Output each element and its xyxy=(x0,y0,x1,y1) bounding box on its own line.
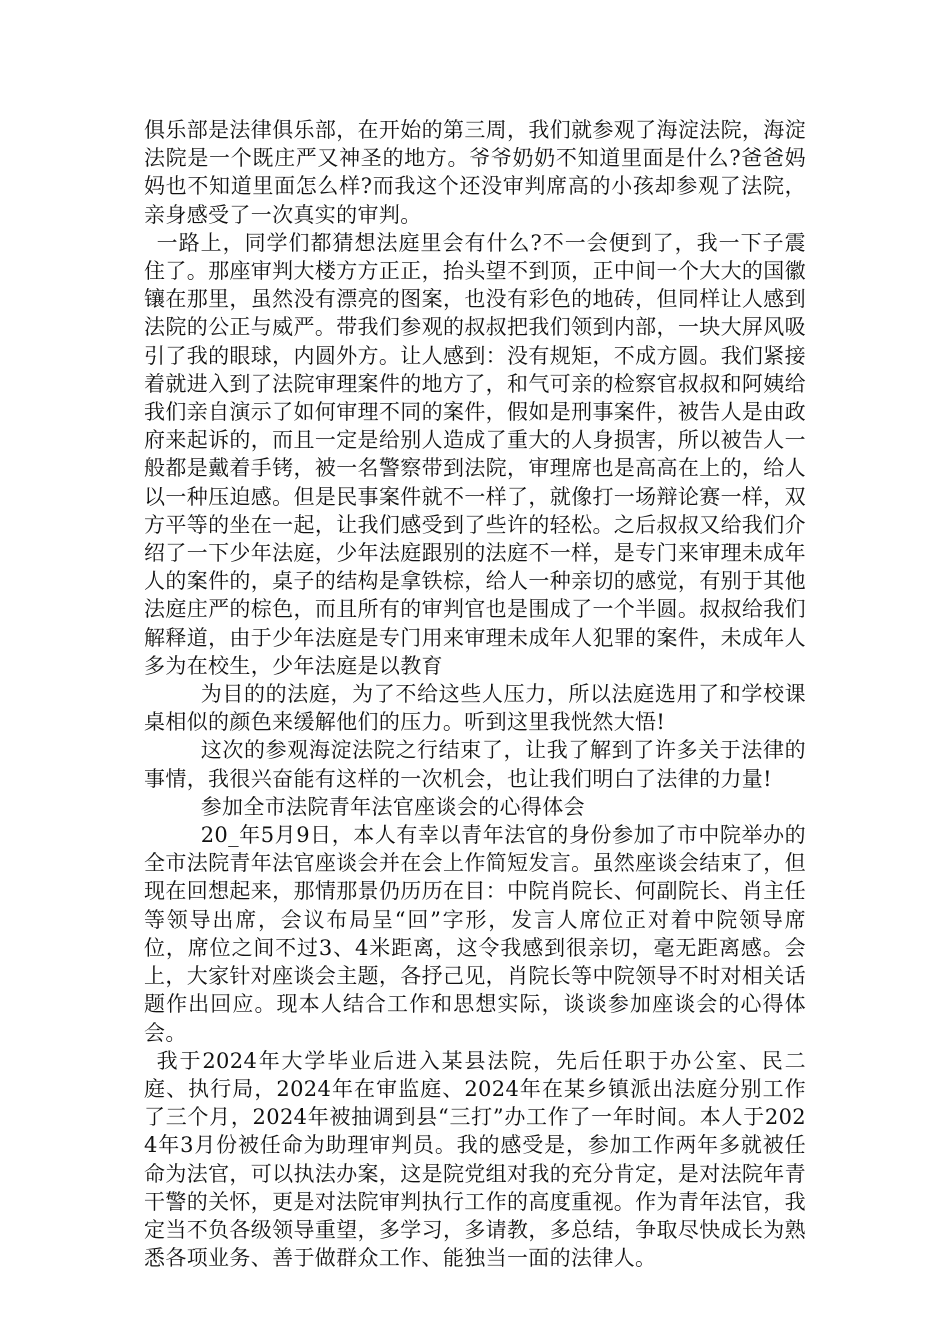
paragraph-visit-conclusion: 这次的参观海淀法院之行结束了，让我了解到了许多关于法律的事情，我很兴奋能有这样的一次机会，也让我们明白了法律的力量! xyxy=(144,738,806,791)
paragraph-career: 我于2024年大学毕业后进入某县法院，先后任职于办公室、民二庭、执行局，2024年在审监庭、2024年在某乡镇派出法庭分别工作了三个月，2024年被抽调到县“三打”办工作了一年时间。本人于2024年3月份被任命为助理审判员。我的感受是，参加工作两年多就被任命为法官，可以执法办案，这是院党组对我的充分肯定，是对法院年青干警的关怀，更是对法院审判执行工作的高度重视。作为青年法官，我定当不负各级领导重望，多学习，多请教，多总结，争取尽快成长为熟悉各项业务、善于做群众工作、能独当一面的法律人。 xyxy=(144,1048,806,1271)
document-body xyxy=(144,116,806,1272)
paragraph-club-visit: 俱乐部是法律俱乐部，在开始的第三周，我们就参观了海淀法院，海淀法院是一个既庄严又神圣的地方。爷爷奶奶不知道里面是什么?爸爸妈妈也不知道里面怎么样?而我这个还没审判席高的小孩却参观了法院，亲身感受了一次真实的审判。 xyxy=(144,118,806,227)
paragraph-court-tour: 一路上，同学们都猜想法庭里会有什么?不一会便到了，我一下子震住了。那座审判大楼方方正正，抬头望不到顶，正中间一个大大的国徽镶在那里，虽然没有漂亮的图案，也没有彩色的地砖，但同样让人感到法院的公正与威严。带我们参观的叔叔把我们领到内部，一块大屏风吸引了我的眼球，内圆外方。让人感到：没有规矩，不成方圆。我们紧接着就进入到了法院审理案件的地方了，和气可亲的检察官叔叔和阿姨给我们亲自演示了如何审理不同的案件，假如是刑事案件，被告人是由政府来起诉的，而且一定是给别人造成了重大的人身损害，所以被告人一般都是戴着手铐，被一名警察带到法院，审理席也是高高在上的，给人以一种压迫感。但是民事案件就不一样了，就像打一场辩论赛一样，双方平等的坐在一起，让我们感受到了些许的轻松。之后叔叔又给我们介绍了一下少年法庭，少年法庭跟别的法庭不一样，是专门来审理未成年人的案件的，桌子的结构是拿铁棕，给人一种亲切的感觉，有别于其他法庭庄严的棕色，而且所有的审判官也是围成了一个半圆。叔叔给我们解释道，由于少年法庭是专门用来审理未成年人犯罪的案件，未成年人多为在校生，少年法庭是以教育 xyxy=(144,230,806,678)
paragraph-symposium: 20_年5月9日，本人有幸以青年法官的身份参加了市中院举办的全市法院青年法官座谈会并在会上作简短发言。虽然座谈会结束了，但现在回想起来，那情那景仍历历在目：中院肖院长、何副院长、肖主任等领导出席，会议布局呈“回”字形，发言人席位正对着中院领导席位，席位之间不过3、4米距离，这令我感到很亲切，毫无距离感。会上，大家针对座谈会主题，各抒己见，肖院长等中院领导不时对相关话题作出回应。现本人结合工作和思想实际，谈谈参加座谈会的心得体会。 xyxy=(144,823,806,1045)
section-heading: 参加全市法院青年法官座谈会的心得体会 xyxy=(200,794,585,819)
paragraph-juvenile-court: 为目的的法庭，为了不给这些人压力，所以法庭选用了和学校课桌相似的颜色来缓解他们的压力。听到这里我恍然大悟! xyxy=(144,682,806,735)
